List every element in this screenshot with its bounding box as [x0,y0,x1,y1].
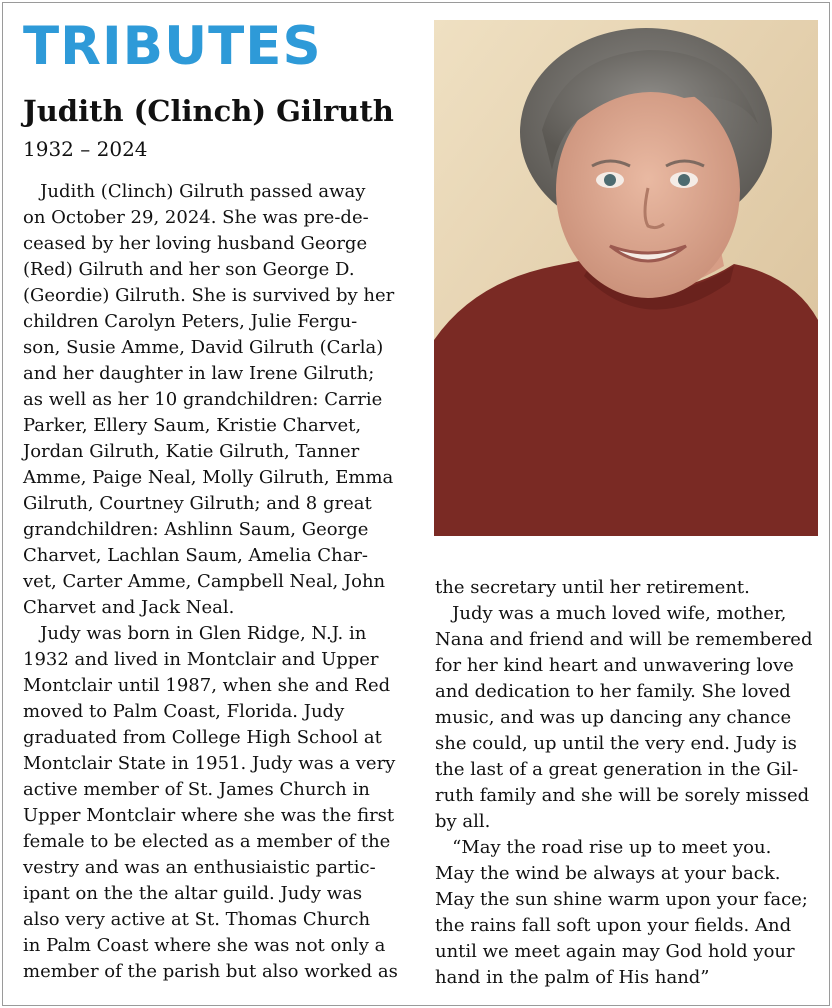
text-line: Charvet, Lachlan Saum, Amelia Char- [23,545,368,566]
text-line: moved to Palm Coast, Florida. Judy [23,701,345,722]
text-line: (Red) Gilruth and her son George D. [23,259,355,280]
text-line: as well as her 10 grandchildren: Carrie [23,389,383,410]
text-line: hand in the palm of His hand” [435,967,710,988]
text-line: vet, Carter Amme, Campbell Neal, John [23,571,386,592]
text-line: Upper Montclair where she was the first [23,805,395,826]
text-line: member of the parish but also worked as [23,961,398,982]
text-line: and her daughter in law Irene Gilruth; [23,363,375,384]
text-line: ruth family and she will be sorely missed [435,785,810,806]
text-line: graduated from College High School at [23,727,382,748]
text-line: Judy was born in Glen Ridge, N.J. in [23,623,367,644]
obituary-text-right-column [435,575,827,991]
text-line: 1932 and lived in Montclair and Upper [23,649,379,670]
tribute-page [2,2,830,1006]
text-line: son, Susie Amme, David Gilruth (Carla) [23,337,384,358]
text-line: May the wind be always at your back. [435,863,781,884]
text-line: children Carolyn Peters, Julie Fergu- [23,311,358,332]
text-line: Montclair State in 1951. Judy was a very [23,753,396,774]
text-line: ceased by her loving husband George [23,233,368,254]
text-line: vestry and was an enthusiaistic partic- [23,857,376,878]
text-line: “May the road rise up to meet you. [435,837,772,858]
text-line: Nana and friend and will be remembered [435,629,813,650]
text-line: Amme, Paige Neal, Molly Gilruth, Emma [23,467,394,488]
text-line: ipant on the the altar guild. Judy was [23,883,363,904]
text-line: active member of St. James Church in [23,779,370,800]
text-line: on October 29, 2024. She was pre-de- [23,207,369,228]
text-line: May the sun shine warm upon your face; [435,889,808,910]
text-line: by all. [435,811,491,832]
text-line: Charvet and Jack Neal. [23,597,235,618]
text-line: Judith (Clinch) Gilruth passed away [23,181,366,202]
section-label: TRIBUTES [23,16,322,77]
text-line: female to be elected as a member of the [23,831,391,852]
text-line: Gilruth, Courtney Gilruth; and 8 great [23,493,372,514]
text-line: the rains fall soft upon your fields. And [435,915,792,936]
text-line: until we meet again may God hold your [435,941,795,962]
text-line: in Palm Coast where she was not only a [23,935,386,956]
text-line: Judy was a much loved wife, mother, [435,603,787,624]
text-line: also very active at St. Thomas Church [23,909,371,930]
text-line: Montclair until 1987, when she and Red [23,675,391,696]
text-line: the secretary until her retirement. [435,577,750,598]
text-line: music, and was up dancing any chance [435,707,792,728]
text-line: Jordan Gilruth, Katie Gilruth, Tanner [23,441,360,462]
text-line: grandchildren: Ashlinn Saum, George [23,519,369,540]
text-line: the last of a great generation in the Gil- [435,759,799,780]
obituary-name: Judith (Clinch) Gilruth [23,94,394,128]
portrait-photo [434,20,818,536]
text-line: (Geordie) Gilruth. She is survived by her [23,285,395,306]
obituary-years: 1932 – 2024 [23,137,148,161]
text-line: Parker, Ellery Saum, Kristie Charvet, [23,415,362,436]
text-line: she could, up until the very end. Judy is [435,733,797,754]
obituary-text-left-column [23,179,415,985]
text-line: for her kind heart and unwavering love [435,655,794,676]
text-line: and dedication to her family. She loved [435,681,791,702]
